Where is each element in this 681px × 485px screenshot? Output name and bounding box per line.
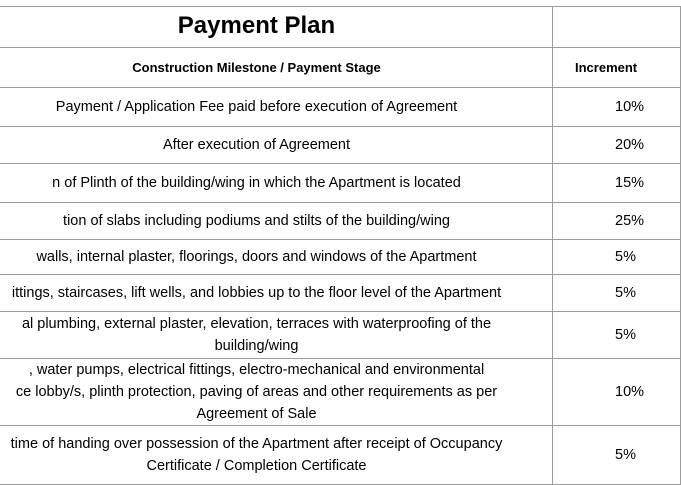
increment-cell[interactable]: 5% [553, 275, 681, 312]
title-row [0, 7, 681, 48]
table-row [0, 312, 681, 359]
header-increment[interactable]: Increment [553, 48, 681, 88]
table-title-cell[interactable] [0, 7, 553, 48]
table-row [0, 127, 681, 164]
stage-cell[interactable] [0, 426, 553, 485]
table-row [0, 359, 681, 426]
increment-cell[interactable]: 15% [553, 164, 681, 203]
stage-cell[interactable]: ittings, staircases, lift wells, and lobbies up to the floor level of the Apartment [0, 275, 553, 312]
table-title: Payment Plan [177, 11, 336, 39]
title-empty-cell[interactable] [553, 7, 681, 48]
stage-cell[interactable]: walls, internal plaster, floorings, doors and windows of the Apartment [0, 240, 553, 275]
stage-line: Certificate / Completion Certificate [146, 458, 367, 474]
stage-line: time of handing over possession of the Apartment after receipt of Occupancy [10, 436, 503, 452]
increment-cell[interactable]: 25% [553, 203, 681, 240]
payment-plan-table [0, 6, 681, 485]
stage-line: ce lobby/s, plinth protection, paving of areas and other requirements as per [15, 384, 498, 400]
stage-line: building/wing [214, 338, 299, 354]
stage-cell[interactable] [0, 312, 553, 359]
increment-cell[interactable]: 5% [553, 426, 681, 485]
header-row [0, 48, 681, 88]
increment-cell[interactable]: 10% [553, 359, 681, 426]
stage-line: Agreement of Sale [196, 406, 317, 422]
increment-cell[interactable]: 10% [553, 88, 681, 127]
increment-cell[interactable]: 5% [553, 240, 681, 275]
stage-cell[interactable]: tion of slabs including podiums and stilts of the building/wing [0, 203, 553, 240]
increment-cell[interactable]: 20% [553, 127, 681, 164]
header-stage[interactable]: Construction Milestone / Payment Stage [0, 48, 553, 88]
stage-cell[interactable]: After execution of Agreement [0, 127, 553, 164]
table-row [0, 164, 681, 203]
table-row [0, 426, 681, 485]
stage-line: al plumbing, external plaster, elevation, terraces with waterproofing of the [21, 316, 492, 332]
stage-line: , water pumps, electrical fittings, electro-mechanical and environmental [28, 362, 485, 378]
stage-cell[interactable]: n of Plinth of the building/wing in which the Apartment is located [0, 164, 553, 203]
stage-cell[interactable] [0, 359, 553, 426]
table-row [0, 88, 681, 127]
table-row [0, 275, 681, 312]
table-row [0, 240, 681, 275]
increment-cell[interactable]: 5% [553, 312, 681, 359]
table-row [0, 203, 681, 240]
stage-cell[interactable]: Payment / Application Fee paid before execution of Agreement [0, 88, 553, 127]
